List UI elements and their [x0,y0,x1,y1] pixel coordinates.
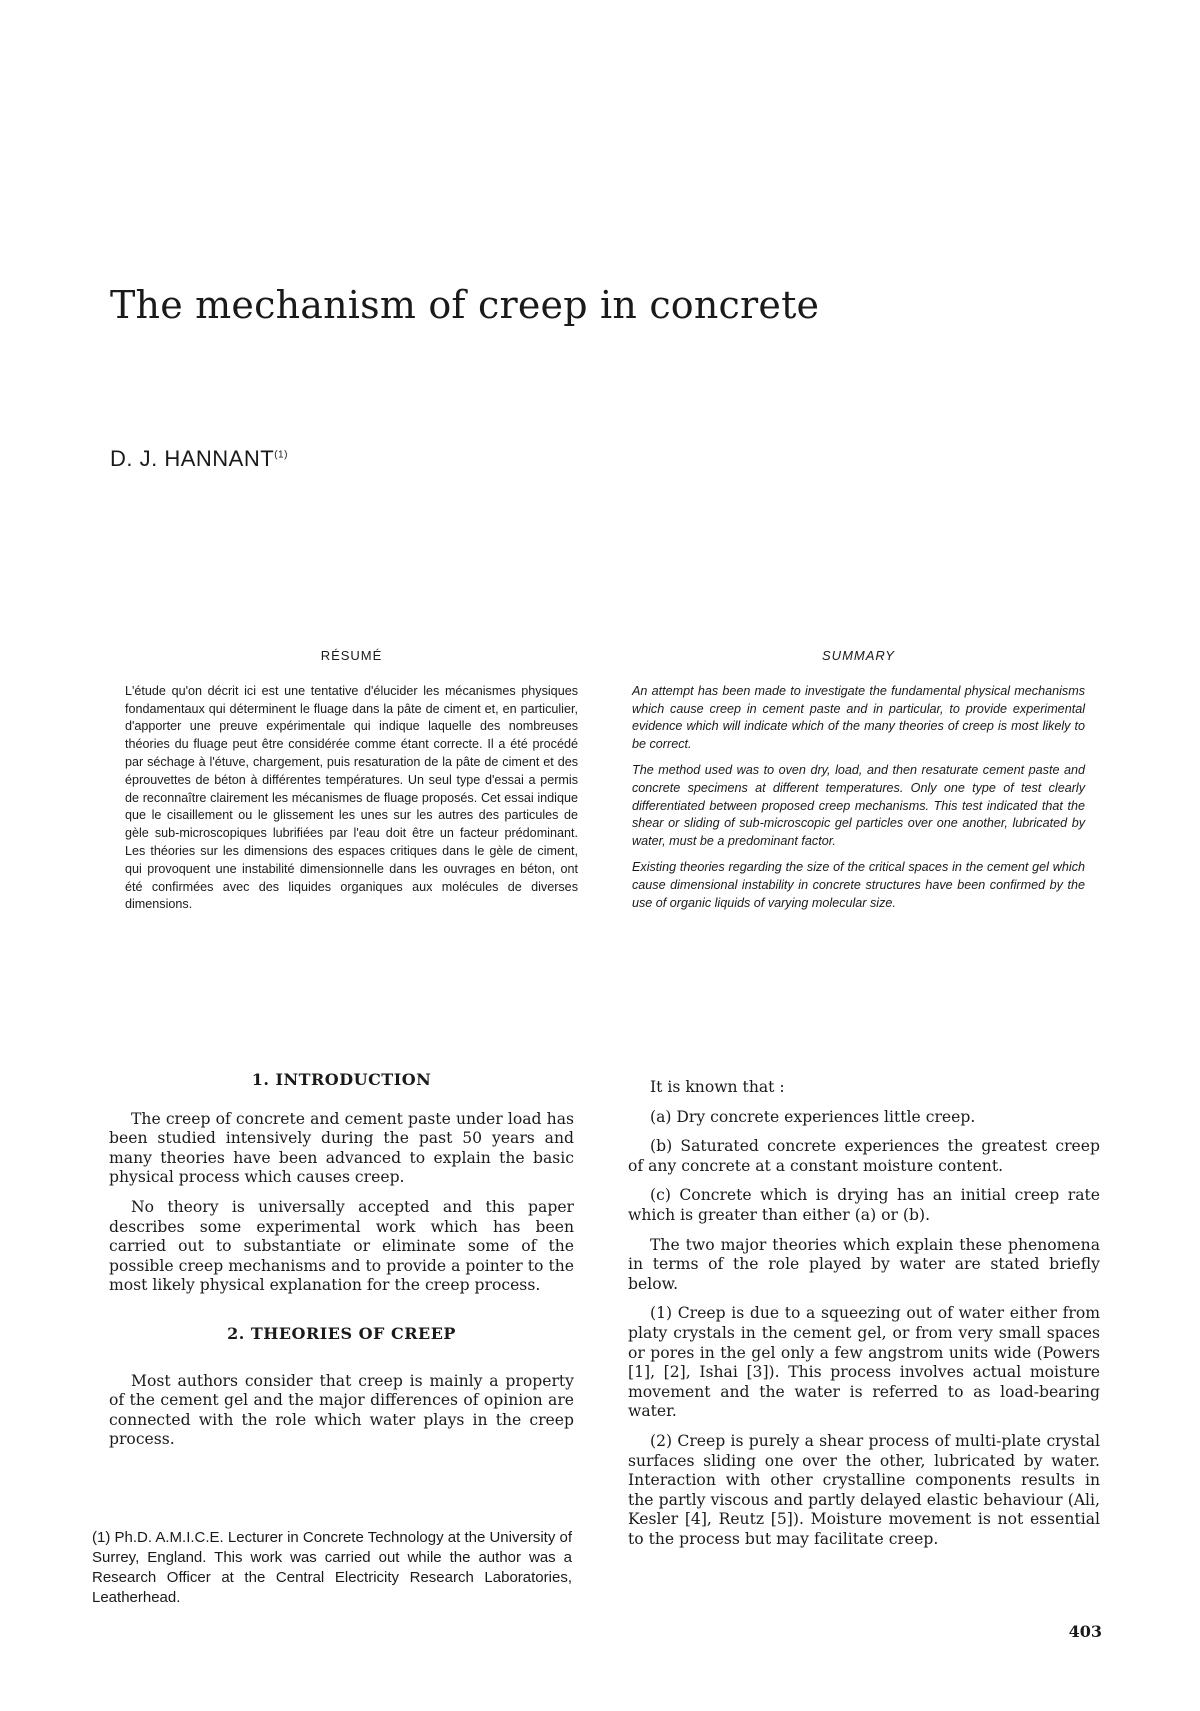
summary-paragraph: Existing theories regarding the size of the critical spaces in the cement gel which cause dimensional instability in concrete structures have been confirmed by the use of organic liquids of varying molecular size. [632,859,1085,910]
right-column [628,1078,1100,1559]
body-paragraph: (a) Dry concrete experiences little creep. [650,1107,976,1126]
author-name-text: D. J. HANNANT [110,446,275,471]
introduction-heading: 1. INTRODUCTION [251,1070,432,1089]
resume-text: L'étude qu'on décrit ici est une tentative d'élucider les mécanismes physiques fondamentaux qui déterminent le fluage dans la pâte de ciment et, en particulier, d'apporter une preuve expérimentale qui indique laquelle des nombreuses théories du fluage peut être considérée comme étant correcte. Il a été procédé par séchage à l'étuve, chargement, puis resaturation de la pâte de ciment et des éprouvettes de béton à différentes températures. Un seul type d'essai a permis de reconnaître clairement les mécanismes de fluage proposés. Cet essai indique que le cisaillement ou le glissement les unes sur les autres des particules de gèle sub-microscopiques lubrifiées par l'eau doit être un facteur prédominant. Les théories sur les dimensions des espaces critiques dans le gèle de ciment, qui provoquent une instabilité dimensionnelle dans les ouvrages en béton, ont été confirmées avec des liquides organiques aux molécules de diverses dimensions. [125,683,578,912]
body-paragraph: (1) Creep is due to a squeezing out of water either from platy crystals in the cement gel, or from very small spaces or pores in the gel only a few angstrom units wide (Powers [1], [2], Ishai [3]). This process involves actual moisture movement and the water is referred to as load-bearing water. [628,1304,1100,1421]
author-footnote-marker: (1) [274,449,288,461]
paper-title: The mechanism of creep in concrete [110,283,820,327]
introduction-paragraph: No theory is universally accepted and this paper describes some experimental work which has been carried out to substantiate or eliminate some of the possible creep mechanisms and to provide a pointer to the most likely physical explanation for the creep process. [109,1197,574,1295]
summary-paragraph: An attempt has been made to investigate the fundamental physical mechanisms which cause creep in cement paste and in particular, to provide experimental evidence which will indicate which of the many theories of creep is most likely to be correct. [632,683,1085,752]
page-number: 403 [1068,1622,1102,1641]
body-paragraph: It is known that : [650,1078,785,1096]
theories-heading: 2. THEORIES OF CREEP [227,1323,456,1343]
introduction-paragraph: The creep of concrete and cement paste under load has been studied intensively during the past 50 years and many theories have been advanced to explain the basic physical process which causes creep. [109,1109,574,1187]
resume-block [125,647,578,922]
summary-paragraph: The method used was to oven dry, load, and then resaturate cement paste and concrete specimens at different temperatures. Only one type of test clearly differentiated between proposed creep mechanisms. This test indicated that the shear or sliding of sub-microscopic gel particles over one another, lubricated by water, must be a predominant factor. [632,762,1085,849]
theories-paragraph: Most authors consider that creep is mainly a property of the cement gel and the major differences of opinion are connected with the role which water plays in the creep process. [109,1371,574,1449]
body-paragraph: (b) Saturated concrete experiences the greatest creep of any concrete at a constant moisture content. [628,1137,1100,1175]
author-name [110,446,288,472]
summary-heading: SUMMARY [822,648,895,663]
left-column [109,1070,574,1460]
author-footnote: (1) Ph.D. A.M.I.C.E. Lecturer in Concrete Technology at the University of Surrey, England. This work was carried out while the author was a Research Officer at the Central Electricity Research Laboratories, Leatherhead. [92,1529,572,1606]
body-paragraph: (c) Concrete which is drying has an initial creep rate which is greater than either (a) or (b). [628,1186,1100,1224]
resume-heading: RÉSUMÉ [320,648,383,663]
body-paragraph: The two major theories which explain these phenomena in terms of the role played by water are stated briefly below. [628,1235,1100,1293]
summary-block [632,647,1085,920]
body-paragraph: (2) Creep is purely a shear process of multi-plate crystal surfaces sliding one over the other, lubricated by water. Interaction with other crystalline components results in the partly viscous and partly delayed elastic behaviour (Ali, Kesler [4], Reutz [5]). Moisture movement is not essential to the process but may facilitate creep. [628,1431,1100,1548]
